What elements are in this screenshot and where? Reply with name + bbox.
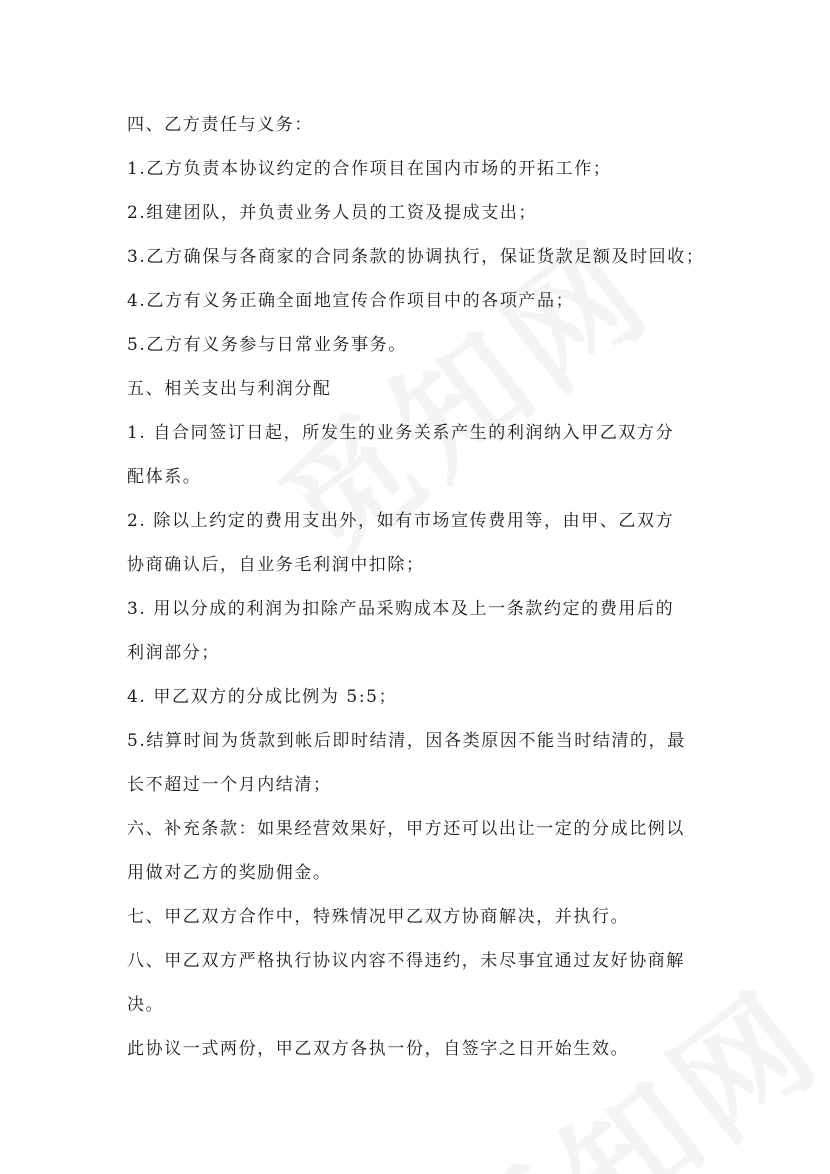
paragraph-line: 3.乙方确保与各商家的合同条款的协调执行，保证货款足额及时回收； — [127, 247, 705, 267]
section-heading-8: 八、甲乙双方严格执行协议内容不得违约，未尽事宜通过友好协商解 — [127, 951, 685, 971]
paragraph-line: 5.乙方有义务参与日常业务事务。 — [127, 335, 407, 355]
section-heading-4: 四、乙方责任与义务： — [127, 115, 313, 135]
paragraph-line: 1.乙方负责本协议约定的合作项目在国内市场的开拓工作； — [127, 159, 612, 179]
paragraph-line: 配体系。 — [127, 467, 202, 487]
section-heading-5: 五、相关支出与利润分配 — [127, 379, 332, 399]
paragraph-line: 3. 用以分成的利润为扣除产品采购成本及上一条款约定的费用后的 — [127, 599, 675, 619]
paragraph-line: 4. 甲乙双方的分成比例为 5:5； — [127, 687, 398, 707]
closing-statement: 此协议一式两份，甲乙双方各执一份，自签字之日开始生效。 — [127, 1039, 630, 1059]
paragraph-line: 利润部分； — [127, 643, 220, 663]
paragraph-line: 用做对乙方的奖励佣金。 — [127, 863, 332, 883]
paragraph-line: 协商确认后，自业务毛利润中扣除； — [127, 555, 425, 575]
paragraph-line: 长不超过一个月内结清； — [127, 775, 332, 795]
paragraph-line: 2.组建团队，并负责业务人员的工资及提成支出； — [127, 203, 538, 223]
paragraph-line: 1. 自合同签订日起，所发生的业务关系产生的利润纳入甲乙双方分 — [127, 423, 675, 443]
paragraph-line: 决。 — [127, 995, 165, 1015]
section-heading-6: 六、补充条款：如果经营效果好，甲方还可以出让一定的分成比例以 — [127, 819, 685, 839]
paragraph-line: 2. 除以上约定的费用支出外，如有市场宣传费用等，由甲、乙双方 — [127, 511, 675, 531]
paragraph-line: 4.乙方有义务正确全面地宣传合作项目中的各项产品； — [127, 291, 575, 311]
document-body — [127, 103, 717, 1071]
paragraph-line: 5.结算时间为货款到帐后即时结清，因各类原因不能当时结清的，最 — [127, 731, 686, 751]
section-heading-7: 七、甲乙双方合作中，特殊情况甲乙双方协商解决，并执行。 — [127, 907, 630, 927]
